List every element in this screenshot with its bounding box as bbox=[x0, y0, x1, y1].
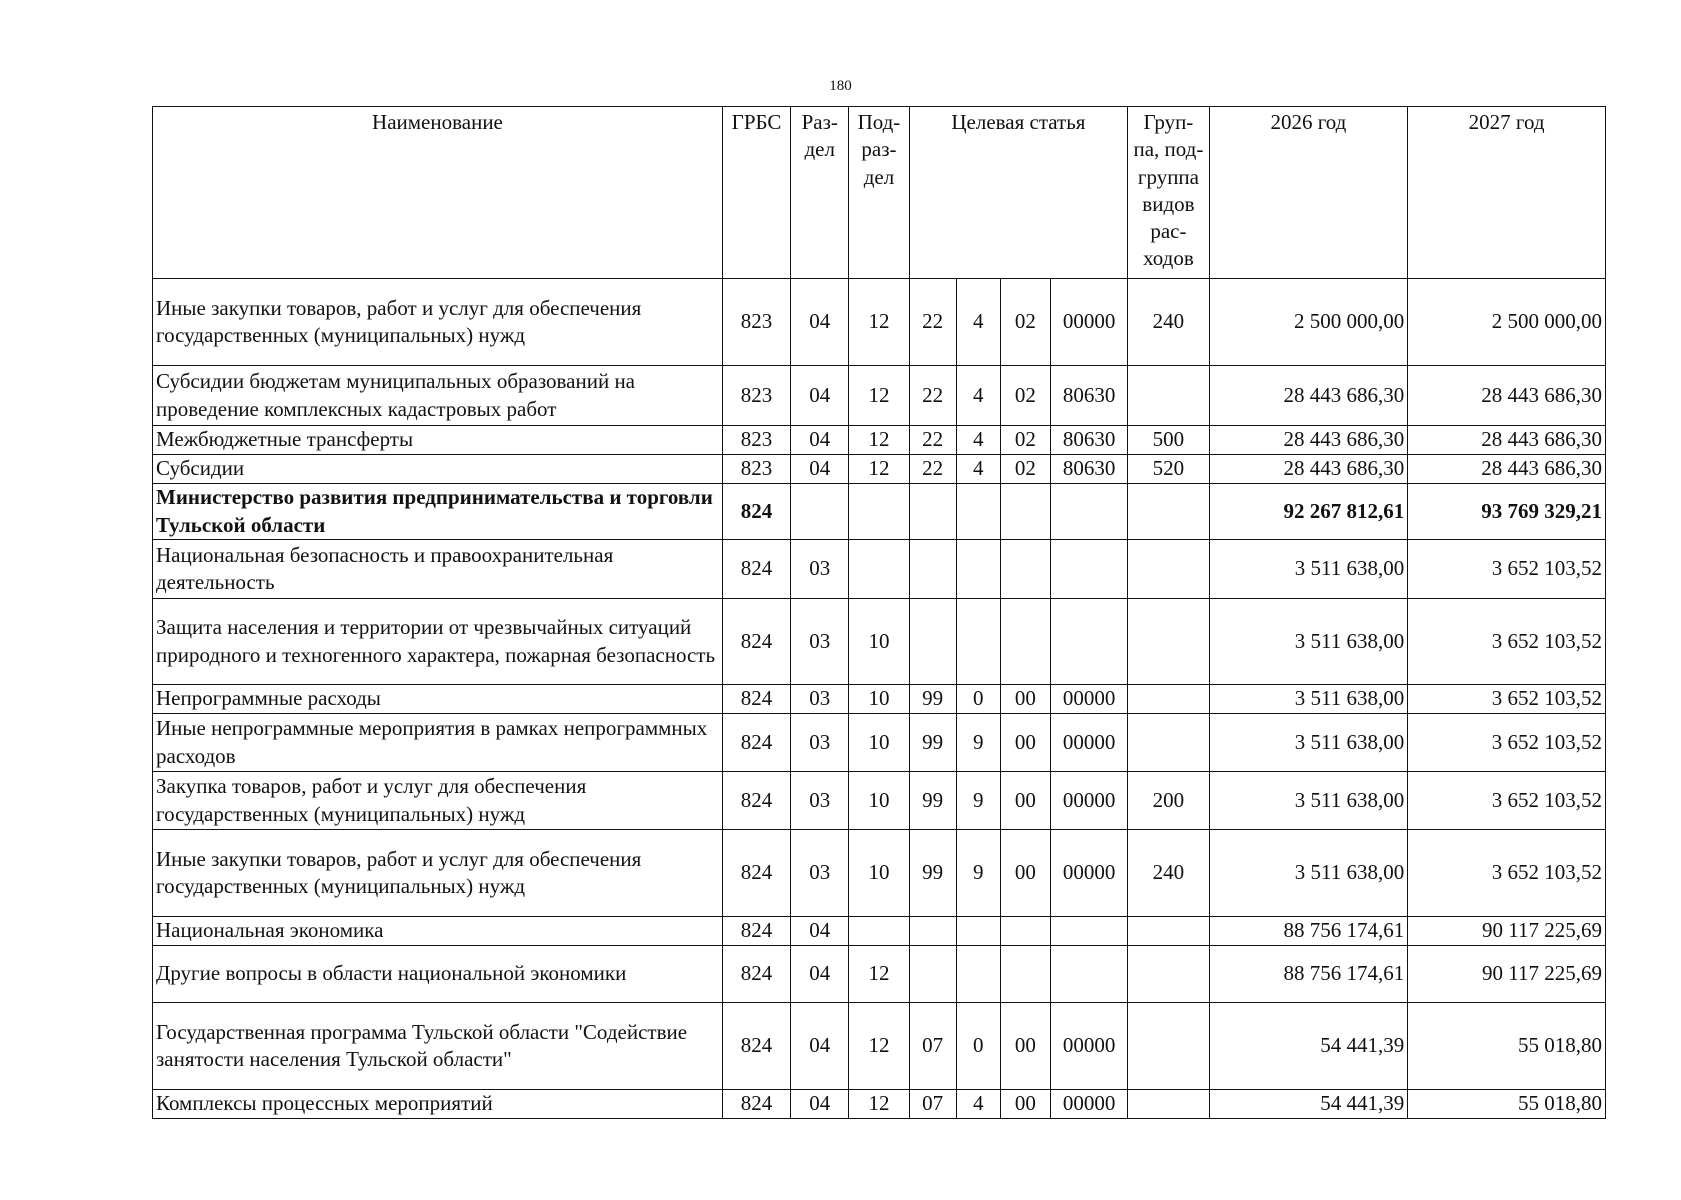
row-amount-2026: 3 511 638,00 bbox=[1209, 599, 1408, 685]
row-razdel: 04 bbox=[791, 917, 849, 946]
row-expense-group: 500 bbox=[1128, 426, 1209, 455]
row-grbs: 823 bbox=[722, 455, 790, 484]
row-target-program bbox=[909, 599, 956, 685]
row-podrazdel: 12 bbox=[849, 1090, 909, 1119]
row-podrazdel bbox=[849, 484, 909, 540]
row-name: Защита населения и территории от чрезвычайных ситуаций природного и техногенного характера, пожарная безопасность bbox=[153, 599, 723, 685]
row-target-type: 9 bbox=[956, 714, 1000, 772]
row-amount-2026: 3 511 638,00 bbox=[1209, 685, 1408, 714]
row-grbs: 824 bbox=[722, 1090, 790, 1119]
row-razdel: 04 bbox=[791, 455, 849, 484]
row-target-type: 4 bbox=[956, 426, 1000, 455]
row-grbs: 824 bbox=[722, 917, 790, 946]
header-name: Наименование bbox=[153, 107, 723, 279]
row-name: Государственная программа Тульской области "Содействие занятости населения Тульской области" bbox=[153, 1003, 723, 1090]
row-amount-2026: 88 756 174,61 bbox=[1209, 946, 1408, 1003]
row-name: Иные закупки товаров, работ и услуг для обеспечения государственных (муниципальных) нужд bbox=[153, 830, 723, 917]
row-podrazdel: 12 bbox=[849, 1003, 909, 1090]
row-name: Субсидии bbox=[153, 455, 723, 484]
row-podrazdel: 12 bbox=[849, 455, 909, 484]
row-target-structure: 02 bbox=[1000, 426, 1050, 455]
row-name: Иные закупки товаров, работ и услуг для обеспечения государственных (муниципальных) нужд bbox=[153, 279, 723, 366]
row-target-direction bbox=[1051, 540, 1128, 599]
row-target-structure bbox=[1000, 946, 1050, 1003]
header-row bbox=[153, 107, 1606, 279]
row-amount-2027: 3 652 103,52 bbox=[1408, 714, 1606, 772]
row-target-type bbox=[956, 484, 1000, 540]
row-grbs: 824 bbox=[722, 946, 790, 1003]
table-row bbox=[153, 366, 1606, 426]
row-target-type bbox=[956, 917, 1000, 946]
row-amount-2027: 3 652 103,52 bbox=[1408, 540, 1606, 599]
row-target-type: 4 bbox=[956, 279, 1000, 366]
table-row bbox=[153, 540, 1606, 599]
row-podrazdel: 10 bbox=[849, 714, 909, 772]
row-podrazdel: 10 bbox=[849, 830, 909, 917]
row-amount-2027: 93 769 329,21 bbox=[1408, 484, 1606, 540]
row-podrazdel bbox=[849, 917, 909, 946]
row-expense-group bbox=[1128, 540, 1209, 599]
row-expense-group bbox=[1128, 917, 1209, 946]
row-razdel: 03 bbox=[791, 714, 849, 772]
row-podrazdel: 12 bbox=[849, 946, 909, 1003]
row-amount-2027: 28 443 686,30 bbox=[1408, 366, 1606, 426]
row-razdel: 04 bbox=[791, 426, 849, 455]
header-expense-group: Груп- па, под- группа видов рас- ходов bbox=[1128, 107, 1209, 279]
row-razdel: 04 bbox=[791, 1003, 849, 1090]
row-razdel: 04 bbox=[791, 279, 849, 366]
row-target-program bbox=[909, 946, 956, 1003]
row-amount-2027: 3 652 103,52 bbox=[1408, 685, 1606, 714]
row-target-program: 22 bbox=[909, 455, 956, 484]
row-razdel: 04 bbox=[791, 946, 849, 1003]
row-amount-2026: 54 441,39 bbox=[1209, 1003, 1408, 1090]
row-name: Национальная экономика bbox=[153, 917, 723, 946]
table-row bbox=[153, 772, 1606, 830]
row-amount-2027: 3 652 103,52 bbox=[1408, 772, 1606, 830]
row-expense-group bbox=[1128, 1003, 1209, 1090]
row-podrazdel: 12 bbox=[849, 279, 909, 366]
row-expense-group bbox=[1128, 685, 1209, 714]
row-amount-2027: 2 500 000,00 bbox=[1408, 279, 1606, 366]
row-target-structure: 00 bbox=[1000, 830, 1050, 917]
header-year-2027: 2027 год bbox=[1408, 107, 1606, 279]
row-target-direction: 80630 bbox=[1051, 426, 1128, 455]
table-row bbox=[153, 426, 1606, 455]
row-name: Другие вопросы в области национальной экономики bbox=[153, 946, 723, 1003]
row-razdel: 04 bbox=[791, 1090, 849, 1119]
row-target-direction bbox=[1051, 599, 1128, 685]
row-target-type: 0 bbox=[956, 685, 1000, 714]
row-grbs: 824 bbox=[722, 830, 790, 917]
row-amount-2027: 3 652 103,52 bbox=[1408, 599, 1606, 685]
row-amount-2026: 54 441,39 bbox=[1209, 1090, 1408, 1119]
row-grbs: 824 bbox=[722, 599, 790, 685]
page-number: 180 bbox=[829, 78, 852, 94]
row-target-direction: 00000 bbox=[1051, 1090, 1128, 1119]
row-name: Непрограммные расходы bbox=[153, 685, 723, 714]
row-amount-2027: 90 117 225,69 bbox=[1408, 917, 1606, 946]
header-grbs: ГРБС bbox=[722, 107, 790, 279]
header-podrazdel: Под- раз- дел bbox=[849, 107, 909, 279]
row-target-direction bbox=[1051, 484, 1128, 540]
row-name: Национальная безопасность и правоохранительная деятельность bbox=[153, 540, 723, 599]
table-row bbox=[153, 714, 1606, 772]
row-amount-2027: 90 117 225,69 bbox=[1408, 946, 1606, 1003]
row-target-structure: 02 bbox=[1000, 455, 1050, 484]
row-target-program: 07 bbox=[909, 1090, 956, 1119]
row-grbs: 824 bbox=[722, 772, 790, 830]
row-name: Субсидии бюджетам муниципальных образований на проведение комплексных кадастровых работ bbox=[153, 366, 723, 426]
row-target-program: 22 bbox=[909, 426, 956, 455]
row-expense-group bbox=[1128, 599, 1209, 685]
row-amount-2027: 3 652 103,52 bbox=[1408, 830, 1606, 917]
row-name: Иные непрограммные мероприятия в рамках непрограммных расходов bbox=[153, 714, 723, 772]
row-razdel: 04 bbox=[791, 366, 849, 426]
row-amount-2026: 92 267 812,61 bbox=[1209, 484, 1408, 540]
row-target-structure: 00 bbox=[1000, 685, 1050, 714]
table-row bbox=[153, 599, 1606, 685]
table-row bbox=[153, 946, 1606, 1003]
table-row bbox=[153, 830, 1606, 917]
row-target-program: 99 bbox=[909, 685, 956, 714]
row-target-type: 9 bbox=[956, 772, 1000, 830]
header-year-2026: 2026 год bbox=[1209, 107, 1408, 279]
row-amount-2026: 3 511 638,00 bbox=[1209, 714, 1408, 772]
row-amount-2026: 28 443 686,30 bbox=[1209, 426, 1408, 455]
row-expense-group bbox=[1128, 1090, 1209, 1119]
row-name: Межбюджетные трансферты bbox=[153, 426, 723, 455]
row-expense-group bbox=[1128, 366, 1209, 426]
row-target-direction: 80630 bbox=[1051, 455, 1128, 484]
row-target-type bbox=[956, 540, 1000, 599]
row-razdel: 03 bbox=[791, 685, 849, 714]
row-target-structure bbox=[1000, 599, 1050, 685]
row-grbs: 823 bbox=[722, 426, 790, 455]
row-amount-2027: 55 018,80 bbox=[1408, 1090, 1606, 1119]
row-target-structure: 00 bbox=[1000, 1003, 1050, 1090]
row-razdel bbox=[791, 484, 849, 540]
row-podrazdel: 10 bbox=[849, 685, 909, 714]
row-target-type: 4 bbox=[956, 455, 1000, 484]
row-amount-2026: 28 443 686,30 bbox=[1209, 455, 1408, 484]
row-razdel: 03 bbox=[791, 540, 849, 599]
table-row bbox=[153, 917, 1606, 946]
row-target-program bbox=[909, 540, 956, 599]
row-grbs: 824 bbox=[722, 1003, 790, 1090]
row-target-program: 99 bbox=[909, 830, 956, 917]
budget-table bbox=[152, 106, 1606, 1119]
row-podrazdel bbox=[849, 540, 909, 599]
row-target-direction: 80630 bbox=[1051, 366, 1128, 426]
row-target-program: 07 bbox=[909, 1003, 956, 1090]
row-target-type: 9 bbox=[956, 830, 1000, 917]
row-expense-group bbox=[1128, 484, 1209, 540]
row-amount-2026: 3 511 638,00 bbox=[1209, 772, 1408, 830]
row-target-structure bbox=[1000, 917, 1050, 946]
header-razdel: Раз- дел bbox=[791, 107, 849, 279]
row-grbs: 823 bbox=[722, 279, 790, 366]
row-grbs: 824 bbox=[722, 685, 790, 714]
row-amount-2026: 3 511 638,00 bbox=[1209, 540, 1408, 599]
row-target-direction: 00000 bbox=[1051, 1003, 1128, 1090]
table-row bbox=[153, 1003, 1606, 1090]
row-expense-group: 520 bbox=[1128, 455, 1209, 484]
row-target-program: 22 bbox=[909, 366, 956, 426]
row-expense-group: 200 bbox=[1128, 772, 1209, 830]
row-target-structure: 02 bbox=[1000, 279, 1050, 366]
row-target-direction: 00000 bbox=[1051, 685, 1128, 714]
row-target-program: 99 bbox=[909, 772, 956, 830]
row-podrazdel: 10 bbox=[849, 599, 909, 685]
row-amount-2026: 88 756 174,61 bbox=[1209, 917, 1408, 946]
row-target-direction: 00000 bbox=[1051, 279, 1128, 366]
row-target-type bbox=[956, 599, 1000, 685]
row-target-type: 0 bbox=[956, 1003, 1000, 1090]
row-target-direction: 00000 bbox=[1051, 772, 1128, 830]
row-amount-2026: 28 443 686,30 bbox=[1209, 366, 1408, 426]
row-razdel: 03 bbox=[791, 830, 849, 917]
row-name: Комплексы процессных мероприятий bbox=[153, 1090, 723, 1119]
row-target-structure bbox=[1000, 484, 1050, 540]
row-amount-2027: 28 443 686,30 bbox=[1408, 426, 1606, 455]
row-amount-2026: 2 500 000,00 bbox=[1209, 279, 1408, 366]
table-row bbox=[153, 455, 1606, 484]
row-razdel: 03 bbox=[791, 599, 849, 685]
row-target-program bbox=[909, 484, 956, 540]
row-target-direction: 00000 bbox=[1051, 830, 1128, 917]
row-razdel: 03 bbox=[791, 772, 849, 830]
row-expense-group bbox=[1128, 946, 1209, 1003]
table-row bbox=[153, 1090, 1606, 1119]
row-target-direction bbox=[1051, 946, 1128, 1003]
row-grbs: 823 bbox=[722, 366, 790, 426]
table-row bbox=[153, 484, 1606, 540]
row-target-program bbox=[909, 917, 956, 946]
row-target-type: 4 bbox=[956, 1090, 1000, 1119]
row-target-direction: 00000 bbox=[1051, 714, 1128, 772]
row-target-program: 99 bbox=[909, 714, 956, 772]
row-target-type: 4 bbox=[956, 366, 1000, 426]
row-target-structure bbox=[1000, 540, 1050, 599]
row-grbs: 824 bbox=[722, 714, 790, 772]
row-amount-2026: 3 511 638,00 bbox=[1209, 830, 1408, 917]
row-expense-group: 240 bbox=[1128, 830, 1209, 917]
row-grbs: 824 bbox=[722, 540, 790, 599]
row-target-structure: 00 bbox=[1000, 772, 1050, 830]
row-target-structure: 00 bbox=[1000, 714, 1050, 772]
row-target-structure: 02 bbox=[1000, 366, 1050, 426]
row-podrazdel: 10 bbox=[849, 772, 909, 830]
row-expense-group bbox=[1128, 714, 1209, 772]
row-podrazdel: 12 bbox=[849, 426, 909, 455]
row-name: Закупка товаров, работ и услуг для обеспечения государственных (муниципальных) нужд bbox=[153, 772, 723, 830]
row-target-direction bbox=[1051, 917, 1128, 946]
table-row bbox=[153, 685, 1606, 714]
table-row bbox=[153, 279, 1606, 366]
row-expense-group: 240 bbox=[1128, 279, 1209, 366]
row-grbs: 824 bbox=[722, 484, 790, 540]
row-target-structure: 00 bbox=[1000, 1090, 1050, 1119]
row-name: Министерство развития предпринимательства и торговли Тульской области bbox=[153, 484, 723, 540]
row-amount-2027: 28 443 686,30 bbox=[1408, 455, 1606, 484]
row-target-type bbox=[956, 946, 1000, 1003]
header-target-article: Целевая статья bbox=[909, 107, 1128, 279]
row-amount-2027: 55 018,80 bbox=[1408, 1003, 1606, 1090]
row-target-program: 22 bbox=[909, 279, 956, 366]
row-podrazdel: 12 bbox=[849, 366, 909, 426]
